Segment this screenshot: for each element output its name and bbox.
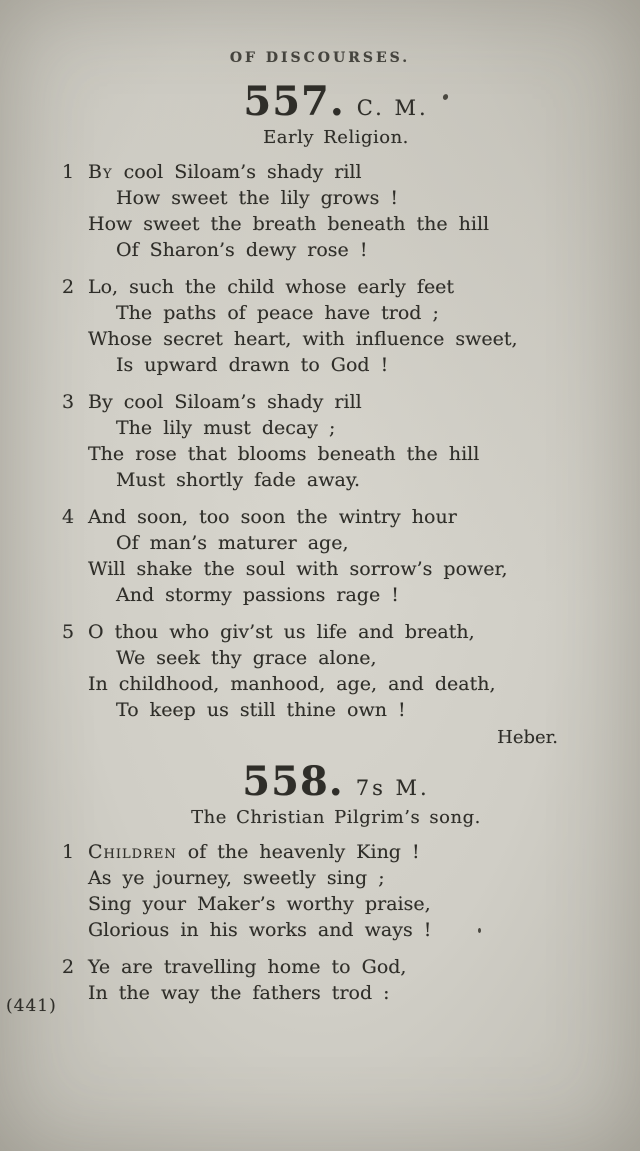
verse-line: As ye journey, sweetly sing ; bbox=[88, 867, 385, 889]
verse-line: The paths of peace have trod ; bbox=[116, 302, 439, 324]
running-head: OF DISCOURSES. bbox=[229, 50, 411, 66]
verse-line: O thou who giv’st us life and breath, bbox=[88, 621, 475, 643]
verse-line: Will shake the soul with sorrow’s power, bbox=[88, 558, 508, 580]
hymn-number: 557. bbox=[243, 78, 345, 125]
lead-word: By bbox=[88, 161, 113, 183]
verse bbox=[62, 619, 584, 723]
verse-line: In childhood, manhood, age, and death, bbox=[88, 673, 496, 695]
verse bbox=[62, 159, 584, 263]
attribution: Heber. bbox=[497, 727, 558, 748]
verse-line: Ye are travelling home to God, bbox=[88, 956, 407, 978]
hymn-title: The Christian Pilgrim’s song. bbox=[191, 807, 481, 828]
verse-line: How sweet the lily grows ! bbox=[116, 187, 399, 209]
lead-word: Children bbox=[88, 841, 177, 863]
verse-line: Is upward drawn to God ! bbox=[116, 354, 389, 376]
verse-line: Glorious in his works and ways ! bbox=[88, 919, 432, 941]
verse bbox=[62, 504, 584, 608]
verse-line: Whose secret heart, with influence sweet, bbox=[88, 328, 518, 350]
verse-number: 1 bbox=[62, 841, 75, 863]
verse-line: Sing your Maker’s worthy praise, bbox=[88, 893, 431, 915]
verse-line: By cool Siloam’s shady rill bbox=[88, 161, 362, 183]
hymn-title: Early Religion. bbox=[263, 127, 409, 148]
verse bbox=[62, 839, 584, 943]
verse-line: The rose that blooms beneath the hill bbox=[88, 443, 480, 465]
verse-line: Children of the heavenly King ! bbox=[88, 841, 420, 863]
verse-line: The lily must decay ; bbox=[116, 417, 336, 439]
verse-line: And soon, too soon the wintry hour bbox=[88, 506, 457, 528]
hymn-558 bbox=[62, 758, 584, 1006]
verse-number: 4 bbox=[62, 506, 75, 528]
verse-line: Of Sharon’s dewy rose ! bbox=[116, 239, 368, 261]
verse-line: How sweet the breath beneath the hill bbox=[88, 213, 490, 235]
verse-number: 2 bbox=[62, 956, 75, 978]
verse-number: 3 bbox=[62, 391, 75, 413]
page-number: (441) bbox=[6, 996, 57, 1016]
hymn-number: 558. bbox=[242, 758, 344, 805]
ink-speck bbox=[478, 928, 481, 933]
verse-number: 2 bbox=[62, 276, 75, 298]
hymn-meter: 7s M. bbox=[355, 776, 430, 800]
verse bbox=[62, 274, 584, 378]
verse bbox=[62, 389, 584, 493]
verse-line: To keep us still thine own ! bbox=[116, 699, 406, 721]
hymn-557 bbox=[62, 78, 584, 748]
verse-line: By cool Siloam’s shady rill bbox=[88, 391, 362, 413]
verse-number: 5 bbox=[62, 621, 75, 643]
verse-line: Must shortly fade away. bbox=[116, 469, 361, 491]
hymn-heading bbox=[88, 758, 584, 805]
verse-line: Of man’s maturer age, bbox=[116, 532, 349, 554]
hymn-heading bbox=[88, 78, 584, 125]
hymn-meter: C. M. bbox=[356, 96, 429, 120]
verse-number: 1 bbox=[62, 161, 75, 183]
verse-line: And stormy passions rage ! bbox=[116, 584, 399, 606]
verse-line: In the way the fathers trod : bbox=[88, 982, 390, 1004]
verse bbox=[62, 954, 584, 1006]
verse-line: Lo, such the child whose early feet bbox=[88, 276, 455, 298]
verse-line: We seek thy grace alone, bbox=[116, 647, 377, 669]
hymns bbox=[0, 78, 640, 1006]
